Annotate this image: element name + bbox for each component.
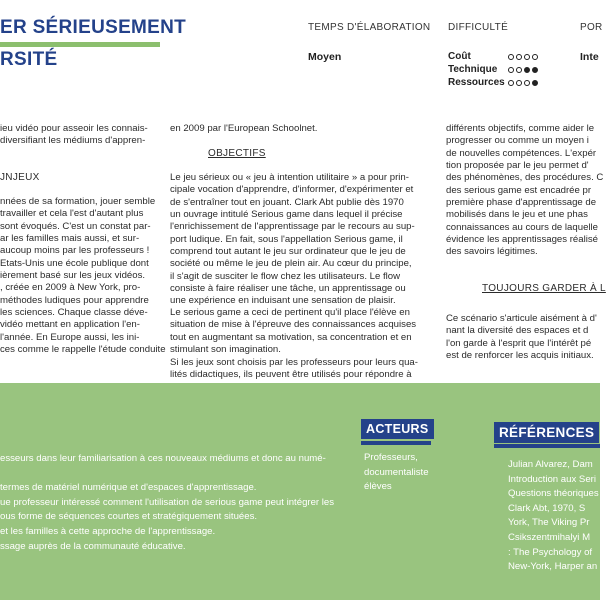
footer-line: termes de matériel numérique et d'espaces d'apprentissage. bbox=[0, 482, 257, 494]
text-line: différents objectifs, comme aider le bbox=[446, 123, 595, 134]
empty-dot-icon bbox=[516, 67, 522, 73]
footer-actions-list bbox=[0, 452, 334, 554]
empty-dot-icon bbox=[516, 54, 522, 60]
text-line: les sciences. Chaque classe déve- bbox=[0, 307, 148, 319]
rating-dots bbox=[508, 54, 538, 60]
difficulty-row bbox=[448, 63, 538, 76]
text-line: un ouvrage intitulé Serious game dans lequel il précise bbox=[170, 209, 403, 221]
text-line: diversifiant les médiums d'appren- bbox=[0, 135, 146, 147]
text-line: sont évoqués. C'est un constat par- bbox=[0, 220, 151, 232]
empty-dot-icon bbox=[508, 54, 514, 60]
text-line: nnées de sa formation, jouer semble bbox=[0, 196, 156, 207]
text-line: des serious game est encadrée pr bbox=[446, 184, 592, 196]
col1-heading-enjeux: JNJEUX bbox=[0, 172, 40, 183]
text-line: première phase d'apprentissage de bbox=[446, 197, 597, 209]
col1-enjeux-paragraph bbox=[0, 196, 166, 356]
temps-label: TEMPS D'ÉLABORATION bbox=[308, 22, 431, 33]
text-line: ar les familles mais aussi, et sur- bbox=[0, 233, 140, 245]
empty-dot-icon bbox=[516, 80, 522, 86]
text-line: lités didactiques, ils peuvent être utilisés pour répondre à bbox=[170, 369, 412, 381]
text-line: travailler et cela l'est d'autant plus bbox=[0, 208, 144, 220]
text-line: progresser ou comme un moyen i bbox=[446, 135, 589, 147]
col3-paragraph-2 bbox=[446, 313, 606, 362]
reference-line: New-York, Harper an bbox=[508, 561, 598, 573]
references-list bbox=[508, 459, 599, 576]
empty-dot-icon bbox=[524, 80, 530, 86]
text-line: comprend tout autant le jeu sur ordinateur que le jeu de bbox=[170, 246, 406, 258]
text-line: il s'agit de susciter le flow chez les utilisateurs. Le flow bbox=[170, 270, 401, 282]
footer-line: ue professeur intéressé comment l'utilisation de serious game peut intégrer les bbox=[0, 496, 335, 508]
col2-paragraph-2 bbox=[170, 307, 428, 356]
text-line: méthodes ludiques pour apprendre bbox=[0, 294, 149, 306]
col3-heading-toujours: TOUJOURS GARDER À L bbox=[482, 283, 606, 294]
text-line: évidence les apprentissages réalisé bbox=[446, 234, 598, 246]
filled-dot-icon bbox=[532, 80, 538, 86]
rating-dots bbox=[508, 80, 538, 86]
acteurs-list bbox=[364, 451, 429, 495]
text-line: est de renforcer les acquis initiaux. bbox=[446, 350, 594, 362]
col2-lead-line: en 2009 par l'European Schoolnet. bbox=[170, 123, 318, 134]
reference-line: Questions théoriques bbox=[508, 488, 599, 500]
empty-dot-icon bbox=[532, 54, 538, 60]
text-line: l'on garde à l'esprit que l'intérêt pé bbox=[446, 337, 592, 349]
text-line: nant la diversité des espaces et d bbox=[446, 325, 589, 337]
text-line: ièrement basé sur les jeux vidéos. bbox=[0, 270, 146, 282]
text-line: vidéo mettant en application l'en- bbox=[0, 319, 140, 331]
text-line: port ludique. En fait, sous l'appellation Serious game, il bbox=[170, 233, 403, 245]
references-title: RÉFÉRENCES bbox=[494, 422, 599, 443]
text-line: de s'entraîner tout en jouant. Clark Abt publie dès 1970 bbox=[170, 196, 404, 208]
difficulte-label: DIFFICULTÉ bbox=[448, 22, 509, 33]
filled-dot-icon bbox=[524, 67, 530, 73]
empty-dot-icon bbox=[508, 67, 514, 73]
acteurs-line: documentaliste bbox=[364, 466, 429, 478]
text-line: Le serious game a ceci de pertinent qu'il place l'élève en bbox=[170, 307, 410, 318]
text-line: , créée en 2009 à New York, pro- bbox=[0, 282, 141, 294]
temps-value: Moyen bbox=[308, 51, 342, 63]
public-label: POR bbox=[580, 22, 603, 33]
col2-heading-objectifs: OBJECTIFS bbox=[208, 148, 266, 159]
reference-line: Julian Alvarez, Dam bbox=[508, 459, 593, 470]
difficulty-row-label: Coût bbox=[448, 51, 471, 62]
footer-line: et les familles à cette approche de l'apprentissage. bbox=[0, 525, 216, 537]
text-line: Si les jeux sont choisis par les professeurs pour leurs qua- bbox=[170, 357, 418, 368]
text-line: ieu vidéo pour asseoir les connais- bbox=[0, 123, 148, 134]
text-line: des savoirs légitimes. bbox=[446, 246, 538, 258]
difficulty-row bbox=[448, 76, 538, 89]
empty-dot-icon bbox=[508, 80, 514, 86]
text-line: de nouvelles compétences. L'expér bbox=[446, 147, 597, 159]
footer-line: ssage auprès de la communauté éducative. bbox=[0, 540, 186, 552]
page-title-line-1: ER SÉRIEUSEMENT bbox=[0, 17, 187, 38]
text-line: des phénomènes, des procédures. C bbox=[446, 172, 604, 184]
text-line: Etats-Unis une école publique dont bbox=[0, 257, 149, 269]
difficulty-row-label: Ressources bbox=[448, 77, 505, 88]
text-line: connaissances au cours de laquelle bbox=[446, 221, 599, 233]
text-line: situation de mise à l'épreuve des connaissances acquises bbox=[170, 319, 417, 331]
text-line: mobilisés dans le jeu et une phas bbox=[446, 209, 588, 221]
text-line: Le jeu sérieux ou « jeu à intention utilitaire » a pour prin- bbox=[170, 172, 409, 183]
text-line: ces comme le rappelle l'étude conduite bbox=[0, 344, 166, 356]
col2-paragraph-1 bbox=[170, 172, 428, 308]
footer-line: esseurs dans leur familiarisation à ces nouveaux médiums et donc au numé- bbox=[0, 453, 326, 464]
filled-dot-icon bbox=[532, 67, 538, 73]
col1-intro-paragraph bbox=[0, 123, 158, 148]
difficulty-row-label: Technique bbox=[448, 64, 498, 75]
reference-line: Clark Abt, 1970, S bbox=[508, 502, 586, 514]
title-accent-bar bbox=[0, 42, 160, 47]
text-line: cipale vocation d'apprendre, d'informer, d'expérimenter et bbox=[170, 184, 414, 196]
col3-paragraph-1 bbox=[446, 123, 606, 259]
col2-paragraph-3 bbox=[170, 357, 428, 382]
difficulty-row bbox=[448, 50, 538, 63]
text-line: l'enrichissement de l'apprentissage par le recours au sup- bbox=[170, 221, 415, 233]
text-line: l'année. En Europe aussi, les ini- bbox=[0, 331, 140, 343]
empty-dot-icon bbox=[524, 54, 530, 60]
page-title-line-2: RSITÉ bbox=[0, 49, 58, 70]
acteurs-underline bbox=[361, 441, 431, 445]
text-line: stimulant son imagination. bbox=[170, 344, 281, 356]
text-line: Ce scénario s'articule aisément à d' bbox=[446, 313, 597, 324]
reference-line: York, The Viking Pr bbox=[508, 517, 590, 529]
public-value: Inte bbox=[580, 51, 599, 63]
text-line: aucoup moins par les professeurs ! bbox=[0, 245, 150, 257]
footer-line: ous forme de séquences courtes et stratégiquement situées. bbox=[0, 511, 258, 523]
acteurs-line: élèves bbox=[364, 481, 392, 493]
reference-line: Csikszentmihalyi M bbox=[508, 531, 591, 543]
rating-dots bbox=[508, 67, 538, 73]
reference-line: Introduction aux Seri bbox=[508, 473, 596, 485]
footer-line bbox=[0, 467, 334, 482]
text-line: une expérience en induisant une sensation de plaisir. bbox=[170, 295, 396, 307]
references-underline bbox=[494, 444, 600, 448]
reference-line: : The Psychology of bbox=[508, 546, 593, 558]
acteurs-title: ACTEURS bbox=[361, 419, 434, 439]
text-line: consiste à faire réaliser une tâche, un apprentissage ou bbox=[170, 283, 406, 295]
acteurs-line: Professeurs, bbox=[364, 452, 418, 463]
text-line: tout en augmentant sa motivation, sa concentration et en bbox=[170, 331, 412, 343]
text-line: société ou même le jeu de plein air. Au cœur du principe, bbox=[170, 258, 412, 270]
text-line: tion proposée par le jeu permet d' bbox=[446, 160, 589, 172]
